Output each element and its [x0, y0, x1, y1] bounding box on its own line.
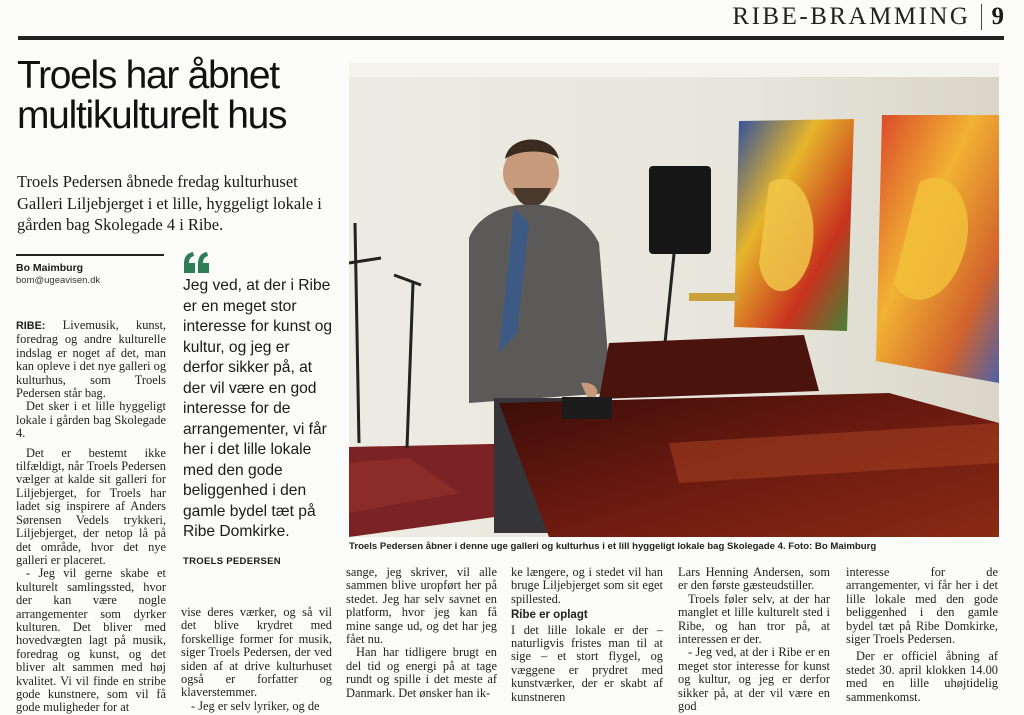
body-column-4 [511, 566, 663, 704]
body-column-3 [346, 566, 497, 700]
pull-quote-attribution: TROELS PEDERSEN [183, 556, 281, 567]
top-rule [18, 36, 1004, 40]
body-column-6 [846, 566, 998, 704]
paragraph [16, 319, 166, 400]
paragraph: ke længere, og i stedet vil han bruge Liljebjerget som sit eget spillested. [511, 565, 663, 606]
paragraph-text: Livemusik, kunst, foredrag og andre kulturelle indslag er noget af det, man kan opleve i det nye galleri og kulturhus, som Troels Pedersen står bag. [16, 318, 167, 401]
byline-email: bom@ugeavisen.dk [16, 275, 101, 286]
paragraph: Der er officiel åbning af stedet 30. april klokken 14.00 med en lille uhøjtidelig sammenkomst. [846, 649, 998, 704]
byline-rule [16, 254, 164, 256]
paragraph: interesse for de arrangementer, vi får her i det lille lokale med den gode beliggenhed i den gamle bydel tæt på Ribe Domkirke, siger Troels Pedersen. [846, 565, 998, 647]
byline-name: Bo Maimburg [16, 262, 84, 274]
dateline-kicker: RIBE: [16, 320, 46, 332]
headline: Troels har åbnet multikulturelt hus [17, 54, 287, 137]
paragraph: - Jeg er selv lyriker, og de [191, 698, 320, 713]
paragraph: Han har tidligere brugt en del tid og energi på at tage rundt og spille i det meste af Danmark. Det ønsker han ik- [346, 645, 497, 700]
body-column-1 [16, 319, 166, 715]
section-title: RIBE-BRAMMING [732, 3, 971, 30]
subheading: Ribe er oplagt [511, 609, 588, 622]
paragraph: sange, jeg skriver, vil alle sammen blive uropført her på stedet. Jeg har selv savnet en platform, hvor jeg kan få mine sange ud, og det har jeg fået nu. [346, 565, 497, 647]
paragraph: Troels føler selv, at der har manglet et lille kulturelt sted i Ribe, og han tror på, at interessen er der. [678, 591, 830, 647]
header-divider [981, 4, 982, 30]
running-header [732, 2, 1004, 32]
body-column-5 [678, 566, 830, 713]
paragraph: Det sker i et lille hyggeligt lokale i gården bag Skolegade 4. [16, 399, 166, 441]
quote-mark-icon [183, 252, 211, 274]
paragraph: - Jeg ved, at der i Ribe er en meget stor interesse for kunst og kultur, og jeg er derfor sikker på, at der vil være en god [678, 645, 830, 714]
paragraph: vise deres værker, og så vil det blive krydret med forskellige former for musik, siger Troels Pedersen, der ved siden af at drive kulturhuset også er forfatter og klaverstemmer. [181, 605, 332, 700]
article-photo [349, 63, 999, 537]
paragraph: - Jeg vil gerne skabe et kulturelt samlingssted, hvor der kan være nogle arrangementer som dyrker kulturen. Det bliver med hovedvægten lagt på musik, foredrag og kunst, og det bliver alt sammen med høj kvalitet. Vi vil finde en stribe gode kunstnere, som vil få gode muligheder for at [16, 566, 166, 715]
photo-caption: Troels Pedersen åbner i denne uge galleri og kulturhus i et lill hyggeligt lokale bag Skolegade 4. Foto: Bo Maimburg [349, 541, 877, 552]
paragraph: Det er bestemt ikke tilfældigt, når Troels Pedersen vælger at kalde sit galleri for Liljebjerget, for Troels har ladet sig inspirere af Anders Sørensen Vedels trykkeri, Liljebjerget, der netop lå på det område, hvor det nye galleri er placeret. [16, 445, 166, 567]
body-column-2 [181, 606, 332, 713]
pull-quote: Jeg ved, at der i Ribe er en meget stor interesse for kunst og kultur, og jeg er derfor sikker på, at der vil være en god interesse for de arrangementer, vi får her i det lille lokale med den gode beliggenhed i den gamle bydel tæt på Ribe Domkirke. [183, 277, 333, 540]
page-number: 9 [991, 3, 1004, 30]
deck: Troels Pedersen åbnede fredag kulturhuset Galleri Liljebjerget i et lille, hyggeligt lokale i gården bag Skolegade 4 i Ribe. [17, 172, 322, 234]
paragraph: I det lille lokale er der – naturligvis fristes man til at sige – et stort flygel, og væggene er prydret med kunstværker, der er skabt af kunstneren [511, 622, 663, 704]
paragraph: Lars Henning Andersen, som er den første gæsteudstiller. [678, 565, 830, 593]
